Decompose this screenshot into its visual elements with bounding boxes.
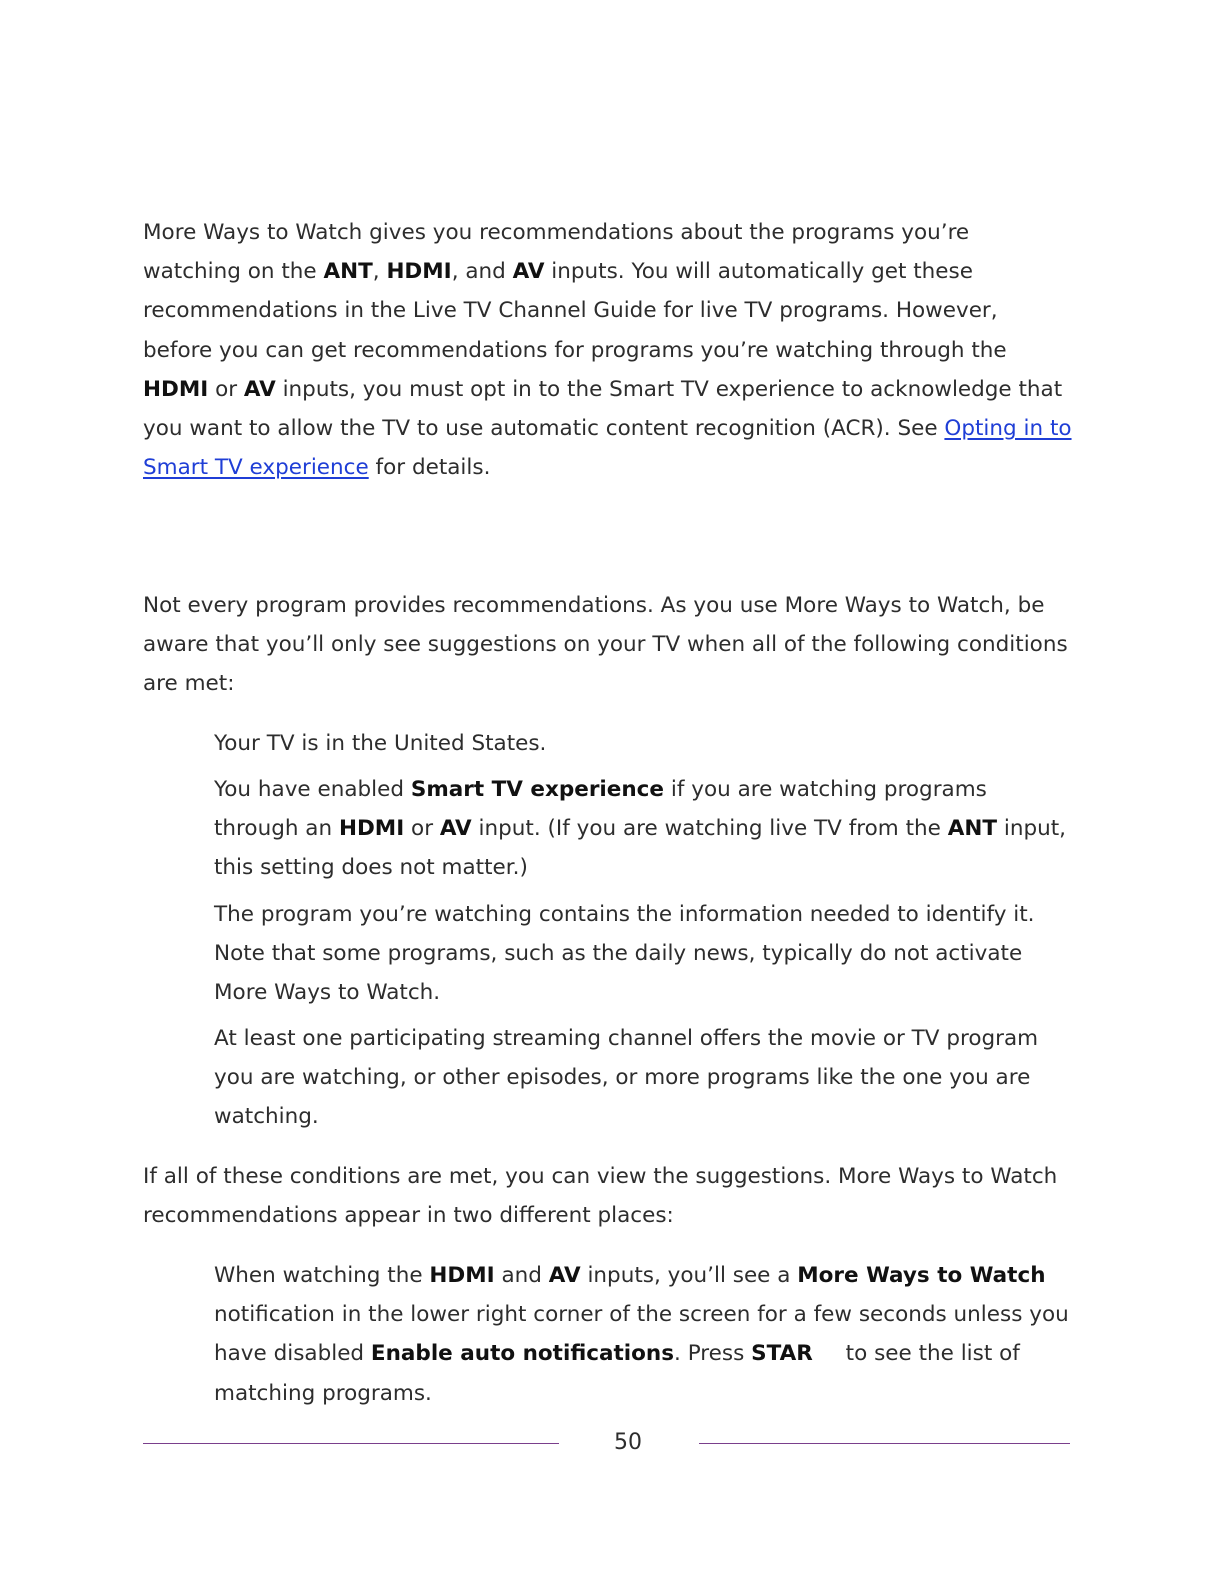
enable-auto-notifications-term: Enable auto notifications xyxy=(370,1341,675,1367)
condition-item-2 xyxy=(214,770,1074,888)
av-term: AV xyxy=(512,259,545,285)
place-item-1 xyxy=(214,1256,1074,1413)
intro-paragraph xyxy=(143,213,1073,487)
place-1-text-6: to see the list of matching programs. xyxy=(214,1341,1020,1406)
condition-item-4: At least one participating streaming channel offers the movie or TV program you are watching, or other episodes, or more programs like the one you are watching. xyxy=(214,1026,1039,1130)
footer-rule-left xyxy=(143,1443,559,1444)
condition-2-text-5: input, this setting does not matter.) xyxy=(214,816,1066,881)
hdmi-term: HDMI xyxy=(338,816,405,842)
ant-term: ANT xyxy=(323,259,373,285)
av-term: AV xyxy=(439,816,472,842)
hdmi-term: HDMI xyxy=(429,1263,495,1288)
intro-text-3: , and xyxy=(451,259,513,285)
place-1-text-1: When watching the xyxy=(214,1263,430,1288)
place-1-text-3: inputs, you’ll see a xyxy=(580,1263,798,1288)
condition-item-3: The program you’re watching contains the information needed to identify it. Note that some programs, such as the daily news, typically do not activate More Ways to Watch. xyxy=(214,902,1035,1006)
intro-text-4: inputs. You will automatically get these recommendations in the Live TV Channel Guide for live TV programs. However, before you can get recommendations for programs you’re watching through the xyxy=(143,259,1007,363)
condition-2-text-2: if you are watching programs through an xyxy=(214,777,987,842)
condition-2-text-4: input. (If you are watching live TV from the xyxy=(471,816,948,842)
star-term: STAR xyxy=(751,1341,813,1367)
intro-text-2: , xyxy=(372,259,387,285)
conditions-intro-paragraph: Not every program provides recommendations. As you use More Ways to Watch, be aware that you’ll only see suggestions on your TV when all of the following conditions are met: xyxy=(143,593,1068,697)
page-number: 50 xyxy=(614,1430,642,1455)
av-term: AV xyxy=(548,1263,581,1288)
condition-item-1: Your TV is in the United States. xyxy=(214,731,547,756)
more-ways-to-watch-term: More Ways to Watch xyxy=(797,1263,1046,1288)
hdmi-term: HDMI xyxy=(386,259,452,285)
place-1-text-2: and xyxy=(494,1263,549,1288)
intro-text-6: inputs, you must opt in to the Smart TV experience to acknowledge that you want to allow the TV to use automatic content recognition (ACR). See xyxy=(143,376,1063,442)
condition-2-text-3: or xyxy=(404,816,440,842)
intro-text-1: More Ways to Watch gives you recommendations about the programs you’re watching on the xyxy=(143,220,970,285)
av-term: AV xyxy=(243,376,276,402)
opting-in-link[interactable]: Opting in to Smart TV experience xyxy=(143,416,1072,481)
hdmi-term: HDMI xyxy=(143,376,209,402)
condition-2-text-1: You have enabled xyxy=(214,777,411,802)
ant-term: ANT xyxy=(947,816,998,842)
places-intro-paragraph: If all of these conditions are met, you can view the suggestions. More Ways to Watch recommendations appear in two different places: xyxy=(143,1164,1058,1229)
smart-tv-experience-term: Smart TV experience xyxy=(410,777,665,802)
intro-text-7: for details. xyxy=(368,455,491,481)
place-1-text-5: . Press xyxy=(674,1341,752,1367)
intro-text-5: or xyxy=(208,376,244,402)
place-1-text-4: notification in the lower right corner of the screen for a few seconds unless you have disabled xyxy=(214,1302,1069,1367)
footer-rule-right xyxy=(699,1443,1070,1444)
